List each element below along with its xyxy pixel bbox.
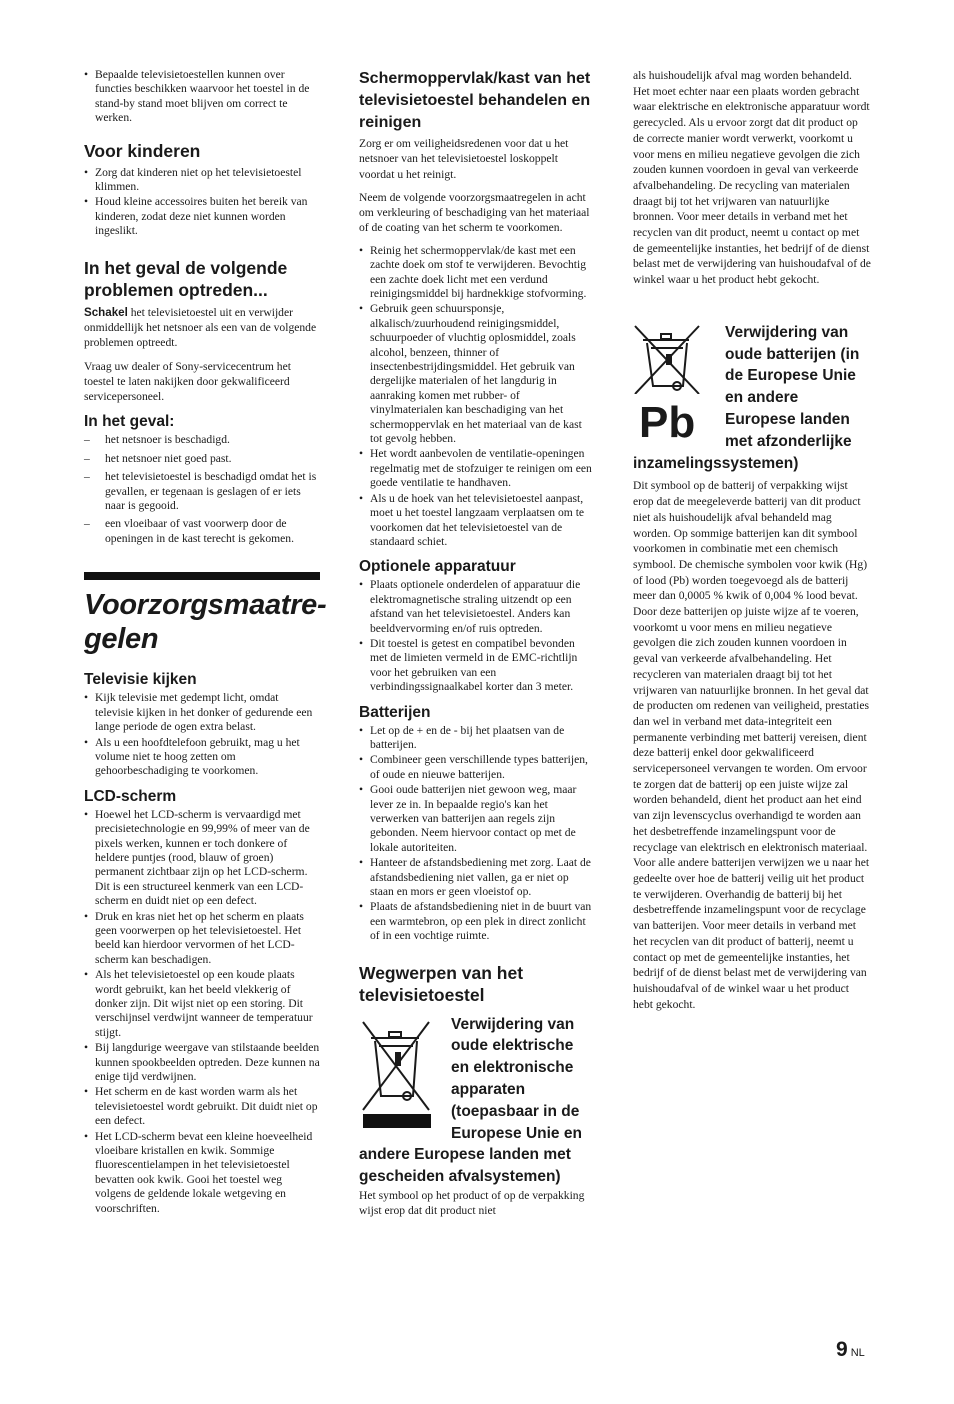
subheading-scherm-reinigen: Schermoppervlak/kast van het televisietoestel behandelen en reinigen — [359, 70, 591, 131]
battery-heading: Verwijdering van oude batterijen (in de Europese Unie en andere Europese landen met afzonderlijke inzamelingssystemen) — [633, 323, 860, 472]
column-2 — [359, 68, 595, 1227]
list-item: • Reinig het schermoppervlak/de kast met een zachte doek om stof te verwijderen. Bevochtig een zachte doek licht met een verdund reinigingsmiddel bij hardnekkige stofvorming. — [359, 244, 595, 302]
chapter-title-line-2: gelen — [84, 623, 159, 656]
subheading-lcd-scherm: LCD-scherm — [84, 787, 177, 805]
column-3 — [633, 68, 871, 1020]
tv-kijken-bullet-list — [84, 691, 320, 778]
pb-symbol: Pb — [639, 397, 696, 447]
crossed-out-wheeled-bin-icon — [359, 1016, 435, 1128]
paragraph-text: het televisietoestel uit en verwijder onmiddellijk het netsnoer als een van de volgende problemen optreedt. — [84, 305, 317, 350]
paragraph: Het symbool op het product of op de verpakking wijst erop dat dit product niet — [359, 1189, 585, 1218]
section-heading-wegwerpen: Wegwerpen van het televisietoestel — [359, 962, 524, 1005]
paragraph — [84, 305, 320, 351]
scherm-bullet-list — [359, 244, 595, 550]
section-heading-problemen: In het geval de volgende problemen optreden... — [84, 257, 288, 300]
column-1 — [84, 68, 327, 1222]
list-item: • Als het televisietoestel op een koude plaats wordt gebruikt, kan het beeld vlekkerig of donker zijn. Dit wijst niet op een storing. Dit verschijnsel verdwijnt wanneer de temperatuur stijgt. — [84, 968, 320, 1040]
list-item: • Plaats de afstandsbediening niet in de buurt van een warmtebron, op een plek in direct zonlicht of in een vochtige ruimte. — [359, 900, 595, 943]
section-heading-voor-kinderen: Voor kinderen — [84, 140, 201, 161]
list-item: • Let op de + en de - bij het plaatsen van de batterijen. — [359, 724, 595, 753]
page-number — [836, 1338, 865, 1362]
weee-icon-block — [359, 1016, 449, 1133]
lcd-bullet-list — [84, 808, 320, 1216]
chapter-title-line-1: Voorzorgsmaatre- — [84, 589, 327, 622]
list-item: • Gebruik geen schuursponsje, alkalisch/zuurhoudend reinigingsmiddel, schuurpoeder of vluchtig oplosmiddel, zoals alcohol, benzeen, thinner of insectenbestrijdingsmiddel. Het gebruik van dergelijke materialen of het langdurig in aanraking komen met rubber- of vinylmaterialen kan beschadiging van het schermoppervlak en het materiaal van de kast tot gevolg hebben. — [359, 302, 595, 446]
intro-bullet-list — [84, 68, 320, 126]
kinderen-bullet-list — [84, 166, 320, 239]
list-item: • Bepaalde televisietoestellen kunnen over functies beschikken waarvoor het toestel in de stand-by stand moet blijven om correct te werken. — [84, 68, 320, 126]
list-item: – het televisietoestel is beschadigd omdat het is gevallen, er tegenaan is geslagen of er iets naar is gegooid. — [84, 470, 320, 513]
subheading-batterijen: Batterijen — [359, 703, 431, 721]
list-item: • Als u de hoek van het televisietoestel aanpast, moet u het toestel langzaam verplaatsen om te voorkomen dat het televisietoestel van de standaard schiet. — [359, 492, 595, 550]
list-item: – een vloeibaar of vast voorwerp door de openingen in de kast terecht is gekomen. — [84, 517, 320, 546]
list-item: • Het LCD-scherm bevat een kleine hoeveelheid vloeibare kristallen en kwik. Sommige fluorescentielampen in het televisietoestel bevatten ook kwik. Gooi het toestel weg volgens de geldende lokale wetgeving en voorschriften. — [84, 1130, 320, 1216]
chapter-title — [84, 588, 327, 656]
list-item: • Als u een hoofdtelefoon gebruikt, mag u het volume niet te hoog zetten om gehoorbeschadiging te voorkomen. — [84, 736, 320, 779]
list-item: • Zorg dat kinderen niet op het televisietoestel klimmen. — [84, 166, 320, 195]
list-item: • Druk en kras niet het op het scherm en plaats geen voorwerpen op het televisietoestel. Het beeld kan hierdoor vervormen of het LCD-scherm kan beschadigen. — [84, 910, 320, 968]
page-language-code: NL — [850, 1347, 865, 1359]
list-item: • Dit toestel is getest en compatibel bevonden met de limieten vermeld in de EMC-richtlijn voor het gebruiken van een verbindingssignaalkabel korter dan 3 meter. — [359, 637, 595, 695]
paragraph: Neem de volgende voorzorgsmaatregelen in acht om verkleuring of beschadiging van het materiaal of de coating van het scherm te voorkomen. — [359, 190, 590, 235]
list-item: • Houd kleine accessoires buiten het bereik van kinderen, zodat deze niet kunnen worden ingeslikt. — [84, 195, 320, 238]
batterijen-bullet-list — [359, 724, 595, 944]
battery-icon-block — [633, 324, 723, 447]
weee-notice — [359, 1014, 595, 1188]
list-item: • Hanteer de afstandsbediening met zorg. Laat de afstandsbediening niet vallen, ga er niet op staan en mors er geen vloeistof op. — [359, 856, 595, 899]
problem-dash-list — [84, 433, 320, 546]
subheading-optionele-apparatuur: Optionele apparatuur — [359, 558, 516, 576]
list-item: • Het scherm en de kast worden warm als het televisietoestel wordt gebruikt. Dit duidt niet op een defect. — [84, 1085, 320, 1128]
paragraph: Vraag uw dealer of Sony-servicecentrum het toestel te laten nakijken door gekwalificeerd servicepersoneel. — [84, 359, 291, 404]
section-rule — [84, 572, 320, 580]
battery-notice — [633, 322, 871, 475]
subheading-televisie-kijken: Televisie kijken — [84, 671, 197, 689]
list-item: • Hoewel het LCD-scherm is vervaardigd met precisietechnologie en 99,99% of meer van de pixels werken, kunnen er toch donkere of heldere puntjes (rood, blauw of groen) permanent zichtbaar zijn op het LCD-scherm. Dit is een structureel kenmerk van een LCD-scherm en duidt niet op een defect. — [84, 808, 320, 909]
subheading-in-het-geval: In het geval: — [84, 413, 175, 431]
list-item: • Bij langdurige weergave van stilstaande beelden kunnen spookbeelden optreden. Deze kunnen na enige tijd verdwijnen. — [84, 1041, 320, 1084]
list-item: • Kijk televisie met gedempt licht, omdat televisie kijken in het donker of gedurende een lange periode de ogen extra belast. — [84, 691, 320, 734]
list-item: – het netsnoer niet goed past. — [84, 452, 320, 466]
paragraph: Zorg er om veiligheidsredenen voor dat u het netsnoer van het televisietoestel loskoppelt voordat u het reinigt. — [359, 137, 569, 181]
paragraph: Dit symbool op de batterij of verpakking wijst erop dat de meegeleverde batterij van dit product niet als huishoudelijk afval behandeld mag worden. Op sommige batterijen kan dit symbool voorkomen in combinatie met een chemisch symbool. De chemische symbolen voor kwik (Hg) of lood (Pb) worden toegevoegd als de batterij meer dan 0,0005 % kwik of 0,004 % lood bevat. Door deze batterijen op juiste wijze af te voeren, voorkomt u voor mens en milieu negatieve gevolgen die zich zouden kunnen voordoen in geval van verkeerde afvalbehandeling. Het recycleren van materialen draagt bij tot het vrijwaren van natuurlijke bronnen. In het geval dat de producten om redenen van veiligheid, prestaties dan wel in verband met data-integriteit een permanente verbinding met batterij vereisen, dient deze batterij enkel door gekwalificeerd servicepersoneel vervangen te worden. Om ervoor te zorgen dat de batterij op een juiste wijze zal worden behandeld, dient het product aan het eind van zijn levenscyclus overhandigd te worden aan het desbetreffende inzamelingspunt voor de recyclage van elektrisch en elektronisch materiaal. Voor alle andere batterijen verwijzen we u naar het gedeelte over hoe de batterij veilig uit het product te verwijderen. Overhandig de batterij bij het desbetreffende inzamelingspunt voor de recyclage van batterijen. Voor meer details in verband met het recyclen van dit product of batterij, neemt u contact op met de gemeentelijke instanties, het bedrijf of de dienst belast met de verwijdering van huishoudafval of de winkel waar u het product hebt gekocht. — [633, 479, 870, 1011]
paragraph: als huishoudelijk afval mag worden behandeld. Het moet echter naar een plaats worden gebracht waar elektrische en elektronische apparatuur wordt gerecycled. Als u ervoor zorgt dat dit product op de correcte manier wordt verwerkt, voorkomt u voor mens en milieu negatieve gevolgen die zich zouden kunnen voordoen in geval van verkeerde afvalbehandeling. De recycling van materialen draagt bij tot het vrijwaren van natuurlijke bronnen. Voor meer details in verband met het recyclen van dit product, neemt u contact op met de gemeentelijke instanties, het bedrijf of de dienst belast met de verwijdering van huishoudafval of de winkel waar u het product hebt gekocht. — [633, 69, 871, 287]
list-item: • Het wordt aanbevolen de ventilatie-openingen regelmatig met de stofzuiger te reinigen om een goede ventilatie te handhaven. — [359, 447, 595, 490]
crossed-out-bin-pb-icon — [633, 324, 703, 394]
weee-heading: Verwijdering van oude elektrische en elektronische apparaten (toepasbaar in de Europese Unie en andere Europese landen met gescheiden afvalsystemen) — [359, 1015, 582, 1186]
run-in-label: Schakel — [84, 305, 128, 319]
optionele-bullet-list — [359, 578, 595, 694]
list-item: – het netsnoer is beschadigd. — [84, 433, 320, 447]
list-item: • Combineer geen verschillende types batterijen, of oude en nieuwe batterijen. — [359, 753, 595, 782]
list-item: • Gooi oude batterijen niet gewoon weg, maar lever ze in. In bepaalde regio's kan het verwerken van batterijen aan regels zijn gebonden. Neem hiervoor contact op met de lokale autoriteiten. — [359, 783, 595, 855]
list-item: • Plaats optionele onderdelen of apparatuur die elektromagnetische straling uitzendt op een afstand van het televisietoestel. Anders kan beeldvervorming en/of ruis optreden. — [359, 578, 595, 636]
page-number-value: 9 — [836, 1338, 848, 1361]
